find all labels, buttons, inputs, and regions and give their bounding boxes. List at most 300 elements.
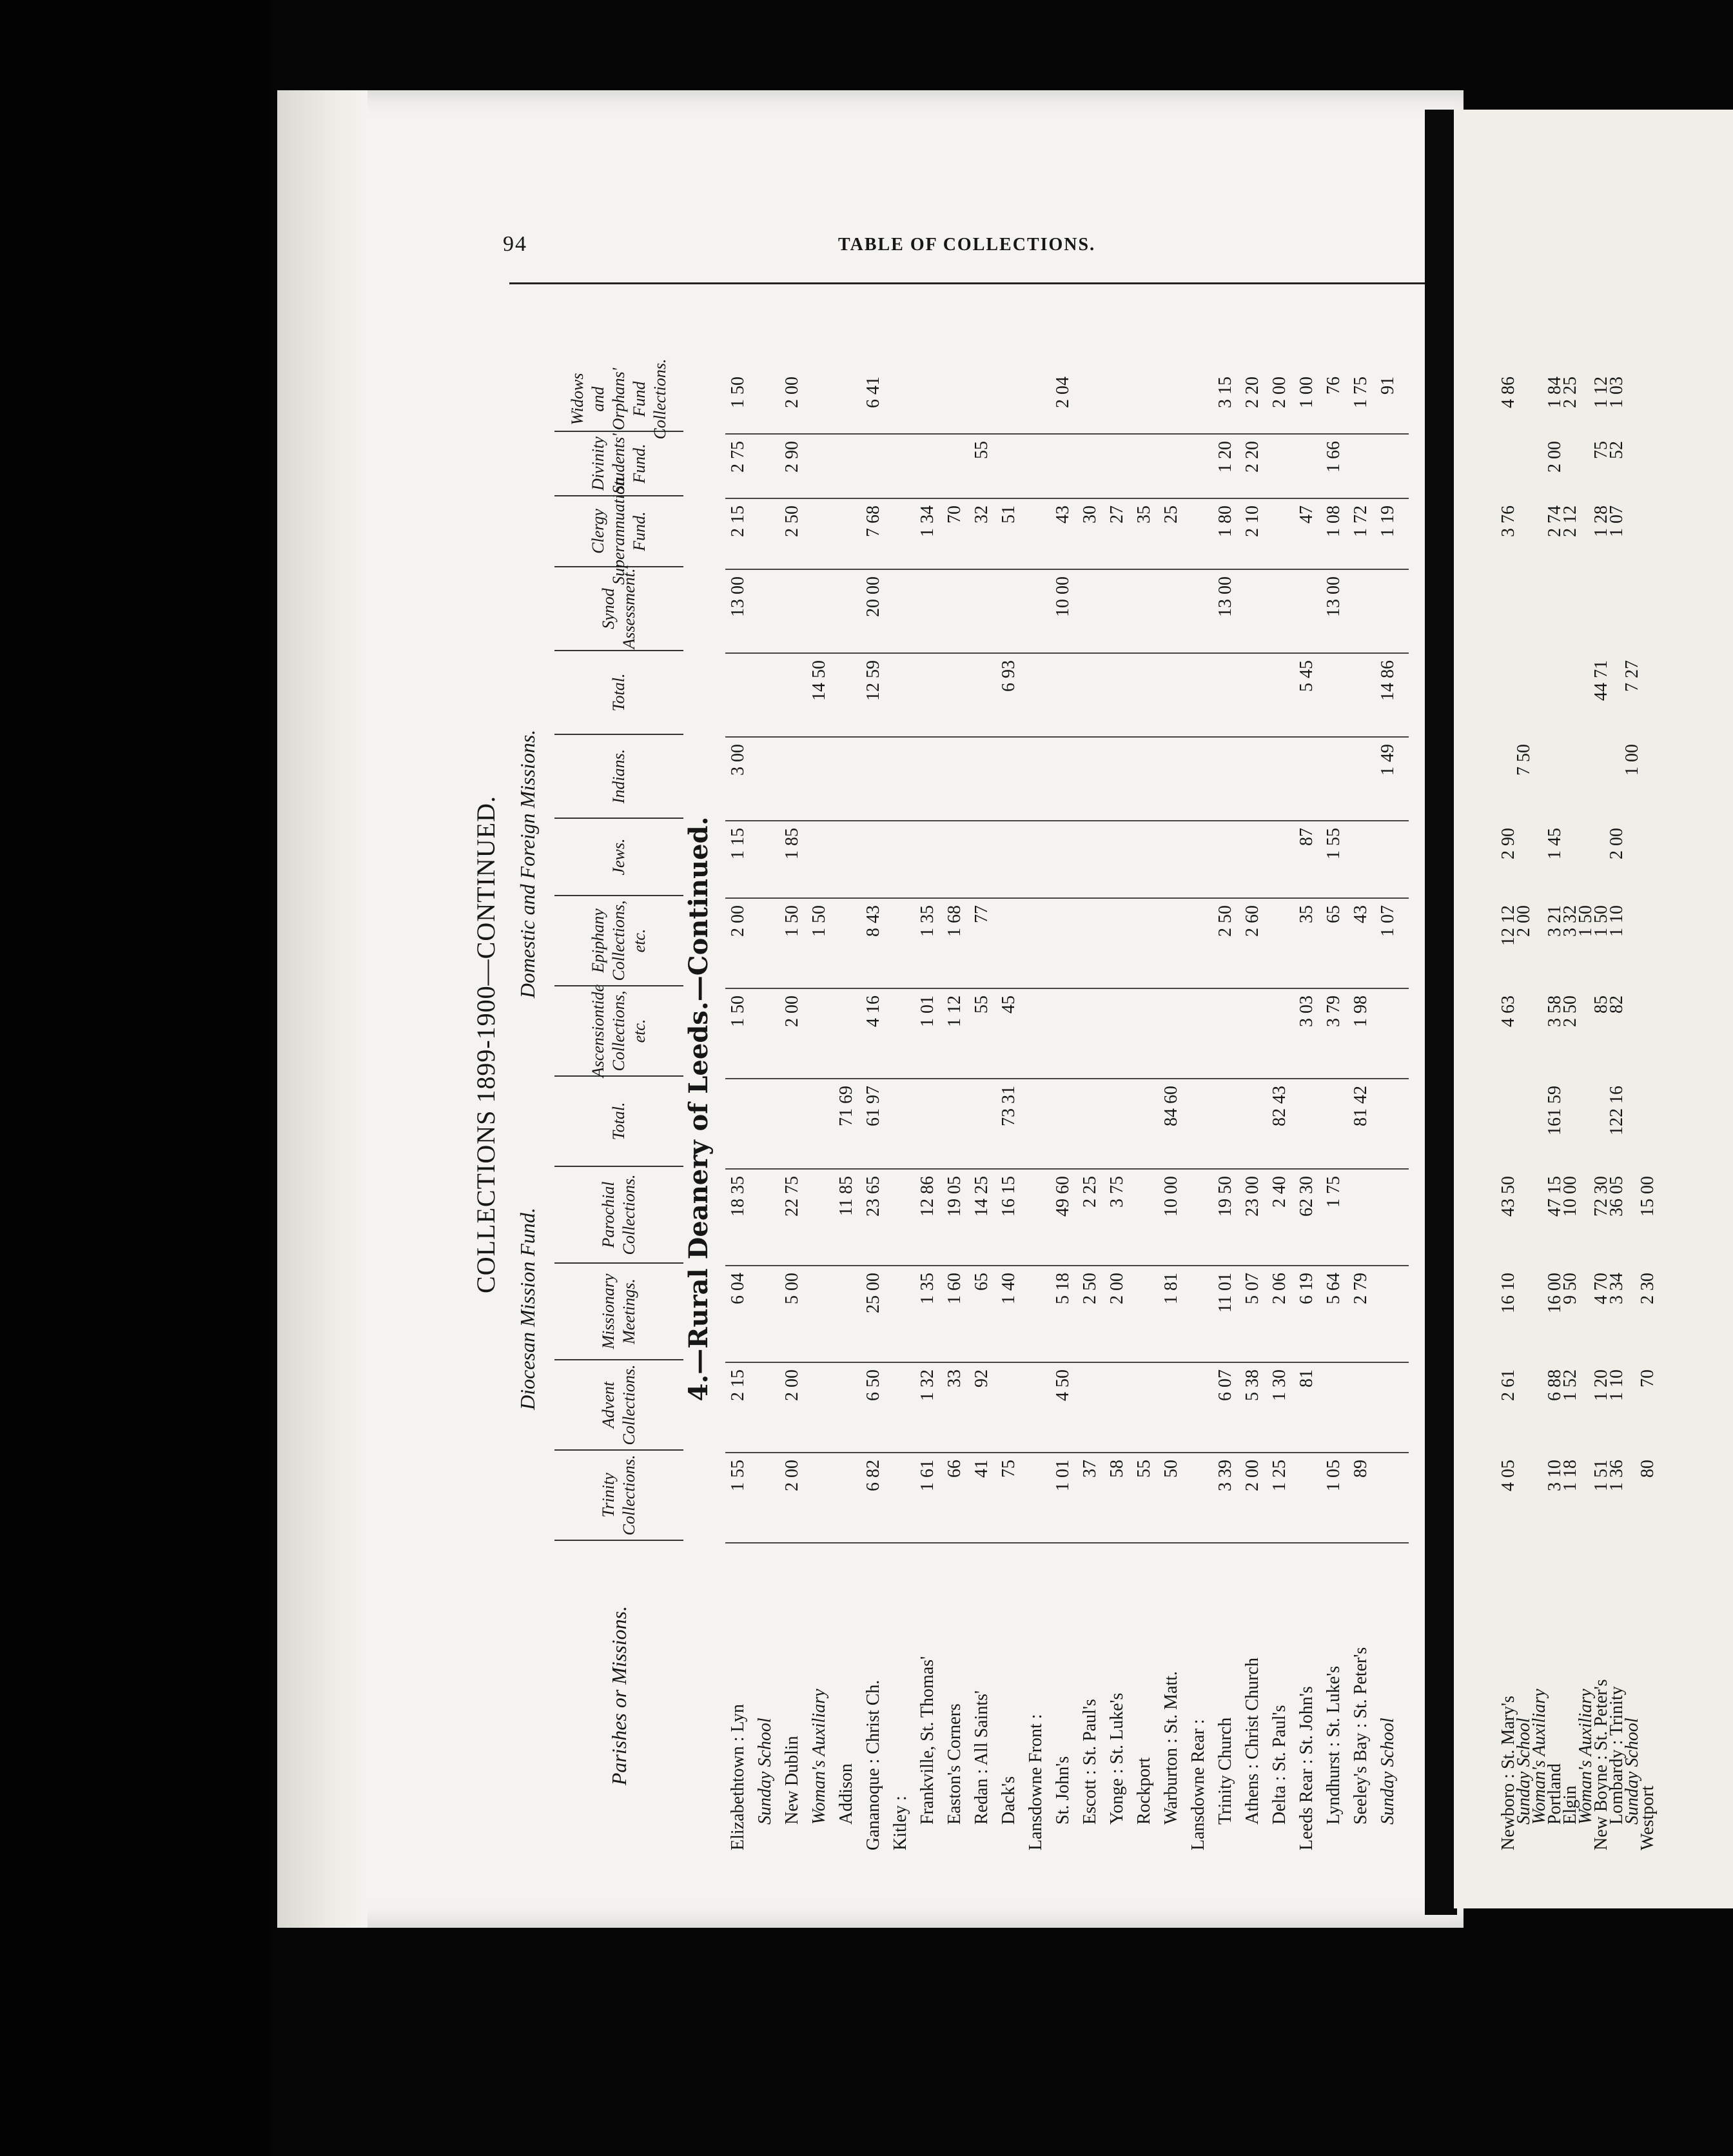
parish-name: Redan : All Saints' xyxy=(972,1690,992,1825)
column-rule xyxy=(725,736,1409,738)
cell-dmf-total: 81 42 xyxy=(1351,1086,1371,1126)
cell-epiphany: 1 50 xyxy=(1576,905,1596,937)
cell-indians: 1 49 xyxy=(1378,744,1398,776)
cell-trinity: 1 01 xyxy=(1053,1460,1073,1491)
cell-ascension: 2 00 xyxy=(782,995,802,1027)
cell-clergy: 25 xyxy=(1161,505,1181,524)
parish-name: Lombardy : Trinity xyxy=(1607,1686,1627,1825)
cell-missionary: 16 10 xyxy=(1498,1273,1518,1313)
cell-trinity: 37 xyxy=(1080,1460,1100,1478)
parish-name: Yonge : St. Luke's xyxy=(1107,1692,1127,1825)
cell-clergy: 1 19 xyxy=(1378,505,1398,537)
table-row xyxy=(1186,368,1213,1850)
parish-name: Seeley's Bay : St. Peter's xyxy=(1351,1647,1371,1825)
cell-advent: 1 10 xyxy=(1607,1369,1627,1401)
table-row xyxy=(1635,368,1658,1850)
cell-divinity: 52 xyxy=(1607,441,1627,459)
cell-advent: 5 38 xyxy=(1242,1369,1262,1401)
column-rule xyxy=(725,820,1409,821)
cell-ascension: 1 50 xyxy=(728,995,748,1027)
cell-divinity: 1 20 xyxy=(1215,441,1235,473)
cell-widows: 1 50 xyxy=(728,377,748,408)
table-row xyxy=(1527,368,1549,1850)
cell-ascension: 2 50 xyxy=(1560,995,1580,1027)
cell-advent: 81 xyxy=(1297,1369,1317,1387)
table-row xyxy=(807,368,834,1850)
cell-dfm-total: 14 50 xyxy=(809,660,829,701)
col-header-dfm-total: Total. xyxy=(554,651,683,735)
parish-name: Kitley : xyxy=(890,1796,910,1850)
column-rule xyxy=(725,1542,1409,1544)
cell-parochial: 14 25 xyxy=(972,1176,992,1217)
table-row xyxy=(1558,368,1580,1850)
cell-trinity: 1 05 xyxy=(1324,1460,1344,1491)
parish-name: Elizabethtown : Lyn xyxy=(728,1703,748,1850)
scan-border xyxy=(0,0,271,2156)
parish-name: Woman's Auxiliary xyxy=(1529,1689,1549,1825)
parish-name: Lansdowne Front : xyxy=(1026,1714,1046,1850)
cell-parochial: 3 75 xyxy=(1107,1176,1127,1208)
table-row xyxy=(1159,368,1186,1850)
facing-page-table xyxy=(1496,368,1663,1850)
cell-dmf-total: 71 69 xyxy=(836,1086,856,1126)
cell-widows: 1 03 xyxy=(1607,377,1627,408)
cell-epiphany: 1 35 xyxy=(917,905,937,937)
table-row xyxy=(1267,368,1294,1850)
cell-epiphany: 2 60 xyxy=(1242,905,1262,937)
table-row xyxy=(861,368,888,1850)
cell-clergy: 30 xyxy=(1080,505,1100,524)
cell-trinity: 1 61 xyxy=(917,1460,937,1491)
cell-parochial: 22 75 xyxy=(782,1176,802,1217)
parish-name: Rockport xyxy=(1134,1757,1154,1825)
table-row xyxy=(1620,368,1642,1850)
col-header-widows: Widows and Orphans' Fund Collections. xyxy=(554,368,683,432)
cell-epiphany: 2 50 xyxy=(1215,905,1235,937)
cell-widows: 2 20 xyxy=(1242,377,1262,408)
cell-widows: 2 25 xyxy=(1560,377,1580,408)
table-row xyxy=(1240,368,1267,1850)
table-row xyxy=(1542,368,1565,1850)
cell-trinity: 1 55 xyxy=(728,1460,748,1491)
cell-advent: 6 07 xyxy=(1215,1369,1235,1401)
cell-dmf-total: 122 16 xyxy=(1607,1086,1627,1135)
cell-trinity: 89 xyxy=(1351,1460,1371,1478)
cell-trinity: 6 82 xyxy=(863,1460,883,1491)
cell-ascension: 4 63 xyxy=(1498,995,1518,1027)
table-row xyxy=(1321,368,1348,1850)
cell-parochial: 2 25 xyxy=(1080,1176,1100,1208)
cell-advent: 1 32 xyxy=(917,1369,937,1401)
parish-name: Leeds Rear : St. John's xyxy=(1297,1686,1317,1850)
cell-missionary: 1 35 xyxy=(917,1273,937,1304)
cell-advent: 6 50 xyxy=(863,1369,883,1401)
cell-jews: 1 45 xyxy=(1545,828,1565,859)
parish-name: Addison xyxy=(836,1763,856,1825)
cell-divinity: 2 75 xyxy=(728,441,748,473)
parish-name: Easton's Corners xyxy=(945,1703,964,1825)
cell-dfm-total: 5 45 xyxy=(1297,660,1317,692)
page-number: 94 xyxy=(503,232,527,256)
cell-clergy: 1 34 xyxy=(917,505,937,537)
column-rule xyxy=(725,897,1409,899)
cell-jews: 1 15 xyxy=(728,828,748,859)
cell-advent: 33 xyxy=(945,1369,964,1387)
cell-epiphany: 43 xyxy=(1351,905,1371,923)
cell-ascension: 45 xyxy=(999,995,1019,1014)
parish-name: Warburton : St. Matt. xyxy=(1161,1671,1181,1825)
cell-epiphany: 8 43 xyxy=(863,905,883,937)
cell-epiphany: 1 50 xyxy=(1591,905,1611,937)
cell-ascension: 1 12 xyxy=(945,995,964,1027)
cell-clergy: 2 15 xyxy=(728,505,748,537)
parish-name: Athens : Christ Church xyxy=(1242,1658,1262,1825)
cell-trinity: 41 xyxy=(972,1460,992,1478)
cell-clergy: 2 10 xyxy=(1242,505,1262,537)
parish-name: Delta : St. Paul's xyxy=(1269,1705,1289,1825)
parish-name: Sunday School xyxy=(755,1718,775,1825)
column-rule xyxy=(725,1452,1409,1453)
table-row xyxy=(834,368,861,1850)
cell-dmf-total: 84 60 xyxy=(1161,1086,1181,1126)
parish-name: New Boyne : St. Peter's xyxy=(1591,1679,1611,1850)
cell-synod: 20 00 xyxy=(863,576,883,617)
cell-widows: 3 15 xyxy=(1215,377,1235,408)
cell-missionary: 1 40 xyxy=(999,1273,1019,1304)
table-title: COLLECTIONS 1899-1900—CONTINUED. xyxy=(471,796,500,1293)
cell-dmf-total: 161 59 xyxy=(1545,1086,1565,1135)
table-row xyxy=(1131,368,1159,1850)
cell-epiphany: 77 xyxy=(972,905,992,923)
cell-synod: 13 00 xyxy=(1215,576,1235,617)
cell-ascension: 1 01 xyxy=(917,995,937,1027)
cell-missionary: 6 19 xyxy=(1297,1273,1317,1304)
parish-name: Trinity Church xyxy=(1215,1717,1235,1825)
cell-divinity: 2 00 xyxy=(1545,441,1565,473)
cell-jews: 2 90 xyxy=(1498,828,1518,859)
parish-name: Sunday School xyxy=(1378,1718,1398,1825)
cell-trinity: 2 00 xyxy=(1242,1460,1262,1491)
table-row xyxy=(1604,368,1627,1850)
parish-name: Elgin xyxy=(1560,1785,1580,1825)
cell-parochial: 36 05 xyxy=(1607,1176,1627,1217)
cell-trinity: 1 51 xyxy=(1591,1460,1611,1491)
parish-name: Escott : St. Paul's xyxy=(1080,1699,1100,1825)
table-row xyxy=(1023,368,1050,1850)
cell-missionary: 5 00 xyxy=(782,1273,802,1304)
cell-widows: 1 12 xyxy=(1591,377,1611,408)
table-row xyxy=(1511,368,1534,1850)
cell-missionary: 5 64 xyxy=(1324,1273,1344,1304)
cell-clergy: 51 xyxy=(999,505,1019,524)
cell-widows: 2 00 xyxy=(1269,377,1289,408)
cell-missionary: 3 34 xyxy=(1607,1273,1627,1304)
col-header-jews: Jews. xyxy=(554,819,683,896)
cell-trinity: 50 xyxy=(1161,1460,1181,1478)
cell-missionary: 25 00 xyxy=(863,1273,883,1313)
cell-parochial: 10 00 xyxy=(1560,1176,1580,1217)
cell-divinity: 75 xyxy=(1591,441,1611,459)
cell-clergy: 35 xyxy=(1134,505,1154,524)
cell-missionary: 1 81 xyxy=(1161,1273,1181,1304)
cell-parochial: 1 75 xyxy=(1324,1176,1344,1208)
cell-epiphany: 3 21 xyxy=(1545,905,1565,937)
table-row xyxy=(1050,368,1077,1850)
cell-jews: 2 00 xyxy=(1607,828,1627,859)
cell-ascension: 3 03 xyxy=(1297,995,1317,1027)
cell-advent: 6 88 xyxy=(1545,1369,1565,1401)
cell-parochial: 18 35 xyxy=(728,1176,748,1217)
table-row xyxy=(1294,368,1321,1850)
cell-widows: 1 84 xyxy=(1545,377,1565,408)
table-row xyxy=(996,368,1023,1850)
cell-widows: 2 00 xyxy=(782,377,802,408)
parish-name: Woman's Auxiliary xyxy=(1576,1689,1596,1825)
cell-parochial: 2 40 xyxy=(1269,1176,1289,1208)
cell-clergy: 47 xyxy=(1297,505,1317,524)
cell-synod: 10 00 xyxy=(1053,576,1073,617)
cell-synod: 13 00 xyxy=(728,576,748,617)
parish-name: Gananoque : Christ Ch. xyxy=(863,1680,883,1850)
table-body xyxy=(725,368,1402,1850)
column-rule xyxy=(725,988,1409,989)
cell-epiphany: 1 10 xyxy=(1607,905,1627,937)
cell-ascension: 4 16 xyxy=(863,995,883,1027)
cell-clergy: 1 08 xyxy=(1324,505,1344,537)
parish-name: Westport xyxy=(1638,1785,1658,1850)
cell-jews: 87 xyxy=(1297,828,1317,846)
col-header-parochial: Parochial Collections. xyxy=(554,1167,683,1264)
cell-epiphany: 1 68 xyxy=(945,905,964,937)
column-rule xyxy=(725,1265,1409,1266)
cell-dfm-total: 44 71 xyxy=(1591,660,1611,701)
column-rule xyxy=(725,433,1409,435)
cell-dmf-total: 73 31 xyxy=(999,1086,1019,1126)
collections-table xyxy=(471,358,1412,1850)
cell-widows: 4 86 xyxy=(1498,377,1518,408)
cell-parochial: 12 86 xyxy=(917,1176,937,1217)
cell-trinity: 2 00 xyxy=(782,1460,802,1491)
cell-dfm-total: 12 59 xyxy=(863,660,883,701)
cell-indians: 1 00 xyxy=(1622,744,1642,776)
cell-clergy: 32 xyxy=(972,505,992,524)
parish-name: Sunday School xyxy=(1622,1718,1642,1825)
cell-trinity: 1 18 xyxy=(1560,1460,1580,1491)
cell-ascension: 55 xyxy=(972,995,992,1014)
cell-divinity: 2 20 xyxy=(1242,441,1262,473)
cell-clergy: 7 68 xyxy=(863,505,883,537)
cell-clergy: 70 xyxy=(945,505,964,524)
parish-name: Sunday School xyxy=(1514,1718,1534,1825)
cell-divinity: 2 90 xyxy=(782,441,802,473)
table-row xyxy=(1589,368,1611,1850)
cell-missionary: 1 60 xyxy=(945,1273,964,1304)
cell-dfm-total: 14 86 xyxy=(1378,660,1398,701)
facing-table-body xyxy=(1496,368,1658,1850)
cell-clergy: 1 80 xyxy=(1215,505,1235,537)
cell-ascension: 3 79 xyxy=(1324,995,1344,1027)
running-head-title: TABLE OF COLLECTIONS. xyxy=(838,235,1096,255)
column-headers xyxy=(554,358,683,1850)
cell-epiphany: 35 xyxy=(1297,905,1317,923)
cell-epiphany: 2 00 xyxy=(728,905,748,937)
cell-widows: 91 xyxy=(1378,377,1398,395)
cell-ascension: 82 xyxy=(1607,995,1627,1014)
cell-trinity: 75 xyxy=(999,1460,1019,1478)
cell-clergy: 27 xyxy=(1107,505,1127,524)
cell-epiphany: 12 12 xyxy=(1498,905,1518,946)
parish-name: Dack's xyxy=(999,1776,1019,1825)
cell-advent: 92 xyxy=(972,1369,992,1387)
col-header-indians: Indians. xyxy=(554,735,683,819)
column-rule xyxy=(725,1362,1409,1363)
cell-ascension: 1 98 xyxy=(1351,995,1371,1027)
cell-advent: 2 15 xyxy=(728,1369,748,1401)
book-binding xyxy=(1425,110,1457,1915)
cell-trinity: 3 10 xyxy=(1545,1460,1565,1491)
cell-parochial: 19 05 xyxy=(945,1176,964,1217)
cell-epiphany: 3 32 xyxy=(1560,905,1580,937)
column-rule xyxy=(725,569,1409,570)
column-rule xyxy=(725,498,1409,499)
parish-name: Newboro : St. Mary's xyxy=(1498,1696,1518,1850)
cell-widows: 1 00 xyxy=(1297,377,1317,408)
cell-missionary: 16 00 xyxy=(1545,1273,1565,1313)
cell-clergy: 1 28 xyxy=(1591,505,1611,537)
cell-parochial: 43 50 xyxy=(1498,1176,1518,1217)
cell-missionary: 2 79 xyxy=(1351,1273,1371,1304)
cell-widows: 76 xyxy=(1324,377,1344,395)
col-header-ascension: Ascensiontide Collections, etc. xyxy=(554,986,683,1077)
cell-missionary: 2 50 xyxy=(1080,1273,1100,1304)
cell-missionary: 9 50 xyxy=(1560,1273,1580,1304)
col-header-epiphany: Epiphany Collections, etc. xyxy=(554,896,683,986)
cell-parochial: 47 15 xyxy=(1545,1176,1565,1217)
table-row xyxy=(725,368,752,1850)
cell-indians: 3 00 xyxy=(728,744,748,776)
parish-name: Frankville, St. Thomas' xyxy=(917,1656,937,1825)
col-header-synod: Synod Assessment. xyxy=(554,567,683,651)
cell-parochial: 23 65 xyxy=(863,1176,883,1217)
cell-clergy: 2 12 xyxy=(1560,505,1580,537)
cell-clergy: 1 72 xyxy=(1351,505,1371,537)
parish-name: St. John's xyxy=(1053,1756,1073,1825)
cell-trinity: 58 xyxy=(1107,1460,1127,1478)
header-rule xyxy=(509,282,1425,284)
cell-missionary: 65 xyxy=(972,1273,992,1291)
cell-advent: 1 52 xyxy=(1560,1369,1580,1401)
table-row xyxy=(1496,368,1518,1850)
cell-ascension: 85 xyxy=(1591,995,1611,1014)
table-row xyxy=(1573,368,1596,1850)
table-row xyxy=(1348,368,1375,1850)
cell-clergy: 43 xyxy=(1053,505,1073,524)
cell-ascension: 3 58 xyxy=(1545,995,1565,1027)
cell-advent: 2 00 xyxy=(782,1369,802,1401)
cell-indians: 7 50 xyxy=(1514,744,1534,776)
table-row xyxy=(1375,368,1402,1850)
cell-trinity: 1 36 xyxy=(1607,1460,1627,1491)
col-header-clergy: Clergy Superannuation Fund. xyxy=(554,496,683,567)
cell-widows: 1 75 xyxy=(1351,377,1371,408)
cell-trinity: 66 xyxy=(945,1460,964,1478)
cell-parochial: 72 30 xyxy=(1591,1176,1611,1217)
cell-parochial: 15 00 xyxy=(1638,1176,1658,1217)
cell-synod: 13 00 xyxy=(1324,576,1344,617)
group-headers xyxy=(516,368,554,1850)
cell-advent: 70 xyxy=(1638,1369,1658,1387)
cell-advent: 4 50 xyxy=(1053,1369,1073,1401)
cell-parochial: 62 30 xyxy=(1297,1176,1317,1217)
cell-dfm-total: 7 27 xyxy=(1622,660,1642,692)
cell-parochial: 10 00 xyxy=(1161,1176,1181,1217)
cell-trinity: 55 xyxy=(1134,1460,1154,1478)
cell-parochial: 16 15 xyxy=(999,1176,1019,1217)
table-row xyxy=(969,368,996,1850)
cell-epiphany: 1 50 xyxy=(782,905,802,937)
cell-clergy: 1 07 xyxy=(1607,505,1627,537)
column-rule xyxy=(725,1168,1409,1170)
cell-jews: 1 85 xyxy=(782,828,802,859)
cell-jews: 1 55 xyxy=(1324,828,1344,859)
parish-name: New Dublin xyxy=(782,1736,802,1825)
cell-epiphany: 1 50 xyxy=(809,905,829,937)
section-caption: 4.—Rural Deanery of Leeds.—Continued. xyxy=(683,816,714,1402)
cell-parochial: 49 60 xyxy=(1053,1176,1073,1217)
cell-epiphany: 65 xyxy=(1324,905,1344,923)
cell-missionary: 2 00 xyxy=(1107,1273,1127,1304)
cell-missionary: 2 30 xyxy=(1638,1273,1658,1304)
table-row xyxy=(942,368,969,1850)
page-gutter xyxy=(277,90,367,1928)
cell-parochial: 23 00 xyxy=(1242,1176,1262,1217)
cell-missionary: 4 70 xyxy=(1591,1273,1611,1304)
table-row xyxy=(752,368,779,1850)
cell-widows: 6 41 xyxy=(863,377,883,408)
cell-parochial: 19 50 xyxy=(1215,1176,1235,1217)
cell-advent: 2 61 xyxy=(1498,1369,1518,1401)
cell-dmf-total: 61 97 xyxy=(863,1086,883,1126)
cell-missionary: 11 01 xyxy=(1215,1273,1235,1313)
parish-name: Lyndhurst : St. Luke's xyxy=(1324,1665,1344,1825)
parish-name: Woman's Auxiliary xyxy=(809,1689,829,1825)
cell-missionary: 5 18 xyxy=(1053,1273,1073,1304)
cell-dfm-total: 6 93 xyxy=(999,660,1019,692)
cell-divinity: 1 66 xyxy=(1324,441,1344,473)
parish-name: Lansdowne Rear : xyxy=(1188,1719,1208,1850)
col-header-advent: Advent Collections. xyxy=(554,1360,683,1451)
cell-missionary: 5 07 xyxy=(1242,1273,1262,1304)
col-header-dmf-total: Total. xyxy=(554,1077,683,1167)
cell-divinity: 55 xyxy=(972,441,992,459)
table-row xyxy=(1104,368,1131,1850)
cell-epiphany: 2 00 xyxy=(1514,905,1534,937)
cell-dmf-total: 82 43 xyxy=(1269,1086,1289,1126)
table-row xyxy=(1213,368,1240,1850)
cell-clergy: 2 74 xyxy=(1545,505,1565,537)
cell-epiphany: 1 07 xyxy=(1378,905,1398,937)
cell-missionary: 2 06 xyxy=(1269,1273,1289,1304)
cell-advent: 1 20 xyxy=(1591,1369,1611,1401)
cell-widows: 2 04 xyxy=(1053,377,1073,408)
col-header-parish: Parishes or Missions. xyxy=(607,1605,631,1786)
table-row xyxy=(888,368,915,1850)
column-rule xyxy=(725,1078,1409,1079)
table-row xyxy=(915,368,942,1850)
cell-clergy: 3 76 xyxy=(1498,505,1518,537)
cell-missionary: 6 04 xyxy=(728,1273,748,1304)
cell-trinity: 80 xyxy=(1638,1460,1658,1478)
